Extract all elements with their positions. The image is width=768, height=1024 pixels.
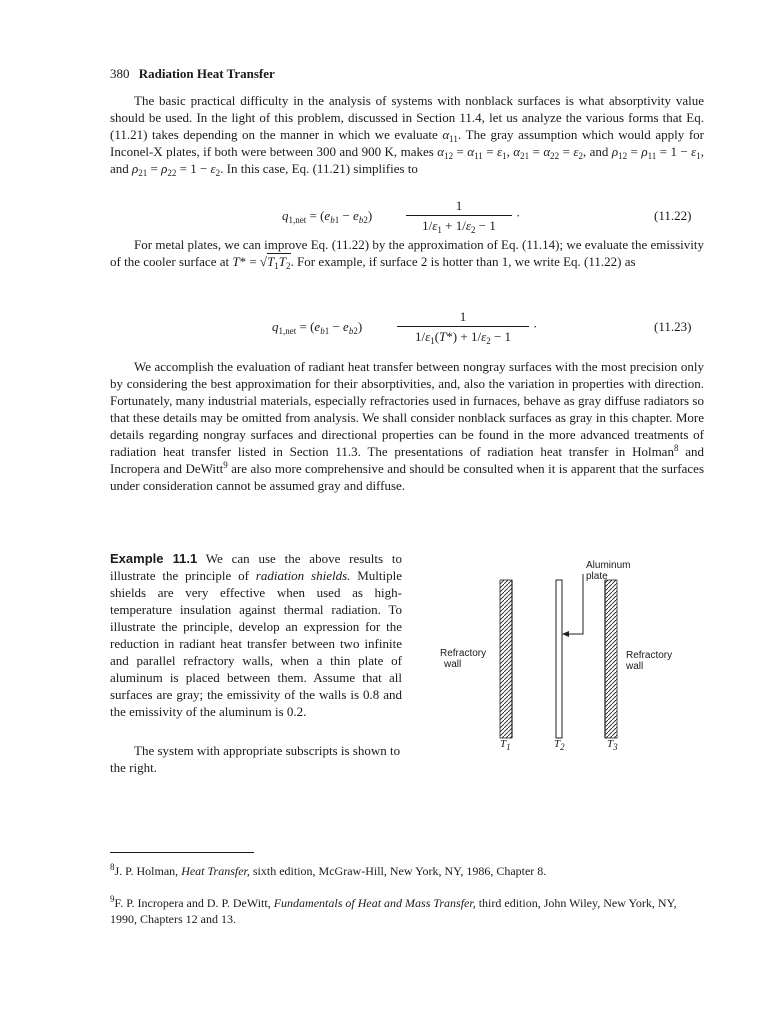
equation-11-23: $q_{1,net} = (e_{b1} - e_{b2})$ 1 $1/\varepsilon_1(T*) + 1/\varepsilon_2 - 1$ · <box>272 309 538 346</box>
equation-number-11-22: (11.22) <box>654 208 692 223</box>
page-header <box>110 66 275 82</box>
label-left-wall: Refractory wall <box>440 648 487 670</box>
page-number: 380 <box>110 66 130 81</box>
right-refractory-wall <box>605 580 617 738</box>
eq1-numerator: 1 <box>455 198 463 213</box>
example-continuation: The system with appropriate subscripts is shown to the right. <box>110 743 401 775</box>
running-title: Radiation Heat Transfer <box>138 66 275 81</box>
paragraph-nongray-surfaces: We accomplish the evaluation of radiant heat transfer between nongray surfaces with the most precision only by considering the best approximation for their absorptivities, and, also the variation in properties with direction. Fortunately, many industrial materials, especially refractories used in furnaces, behave as gray diffuse radiators so that these details may be omitted from analysis. We shall consider nonblack surfaces as gray in this chapter. More details regarding nongray surfaces and directional properties can be found in the more advanced treatments of radiation heat transfer listed in Section 11.3. The presentations of radiation heat transfer in Holman$^8$ and Incropera and DeWitt$^9$ are also more comprehensive and should be consulted when it is apparent that the surfaces under consideration cannot be assumed gray and diffuse. <box>110 359 705 493</box>
example-11-1: Example 11.1 We can use the above results to illustrate the principle of radiation shields. Multiple shields are very effective when used as high-temperature insulation against thermal radiation. To illustrate the principle, develop an expression for the reduction in radiant heat transfer between two infinite and parallel refractory walls, when a thin plate of aluminum is placed between them. Assume that all surfaces are gray; the emissivity of the walls is 0.8 and the emissivity of the aluminum is 0.2. <box>110 551 403 719</box>
paragraph-gray-assumption: The basic practical difficulty in the analysis of systems with nonblack surfaces is what absorptivity value should be used. In the light of this problem, discussed in Section 11.4, let us analyze the various forms that Eq. (11.21) takes depending on the manner in which we evaluate $\alpha_{11}$. The gray assumption which would apply for Inconel-X plates, if both were between 300 and 900 K, makes $\alpha_{12} = \alpha_{11} = \varepsilon_1$, $\alpha_{21} = \alpha_{22} = \varepsilon_2$, and $\rho_{12} = \rho_{11} = 1 - \varepsilon_1$, and $\rho_{21} = \rho_{22} = 1 - \varepsilon_2$. In this case, Eq. (11.21) simplifies to <box>110 93 705 178</box>
footnote-rule <box>110 852 254 853</box>
plate-leader-line <box>564 574 583 634</box>
equation-number-11-23: (11.23) <box>654 319 692 334</box>
radiation-shield-figure <box>420 552 710 772</box>
aluminum-plate <box>556 580 562 738</box>
label-right-wall: Refractory wall <box>626 650 673 672</box>
eq2-numerator: 1 <box>459 309 467 324</box>
label-t3: $T_3$ <box>607 738 618 752</box>
plate-arrowhead <box>562 631 569 637</box>
example-title: Example 11.1 <box>110 551 198 566</box>
equation-11-22: $q_{1,net} = (e_{b1} - e_{b2})$ 1 $1/\varepsilon_1 + 1/\varepsilon_2 - 1$ · <box>282 198 521 235</box>
label-aluminum-plate: Aluminum plate <box>586 560 631 582</box>
footnote-9: $^9$F. P. Incropera and D. P. DeWitt, Fundamentals of Heat and Mass Transfer, third edition, John Wiley, New York, NY, 1990, Chapters 12 and 13. <box>110 894 677 926</box>
paragraph-metal-plates: For metal plates, we can improve Eq. (11.22) by the approximation of Eq. (11.14); we evaluate the emissivity of the cooler surface at $T* = √T_1T_2$. For example, if surface 2 is hotter than 1, we write Eq. (11.22) as <box>110 237 704 271</box>
footnote-8: $^8$J. P. Holman, Heat Transfer, sixth edition, McGraw-Hill, New York, NY, 1986, Chapter 8. <box>110 862 547 878</box>
label-t1: $T_1$ <box>500 738 511 752</box>
label-t2: $T_2$ <box>554 738 565 752</box>
left-refractory-wall <box>500 580 512 738</box>
